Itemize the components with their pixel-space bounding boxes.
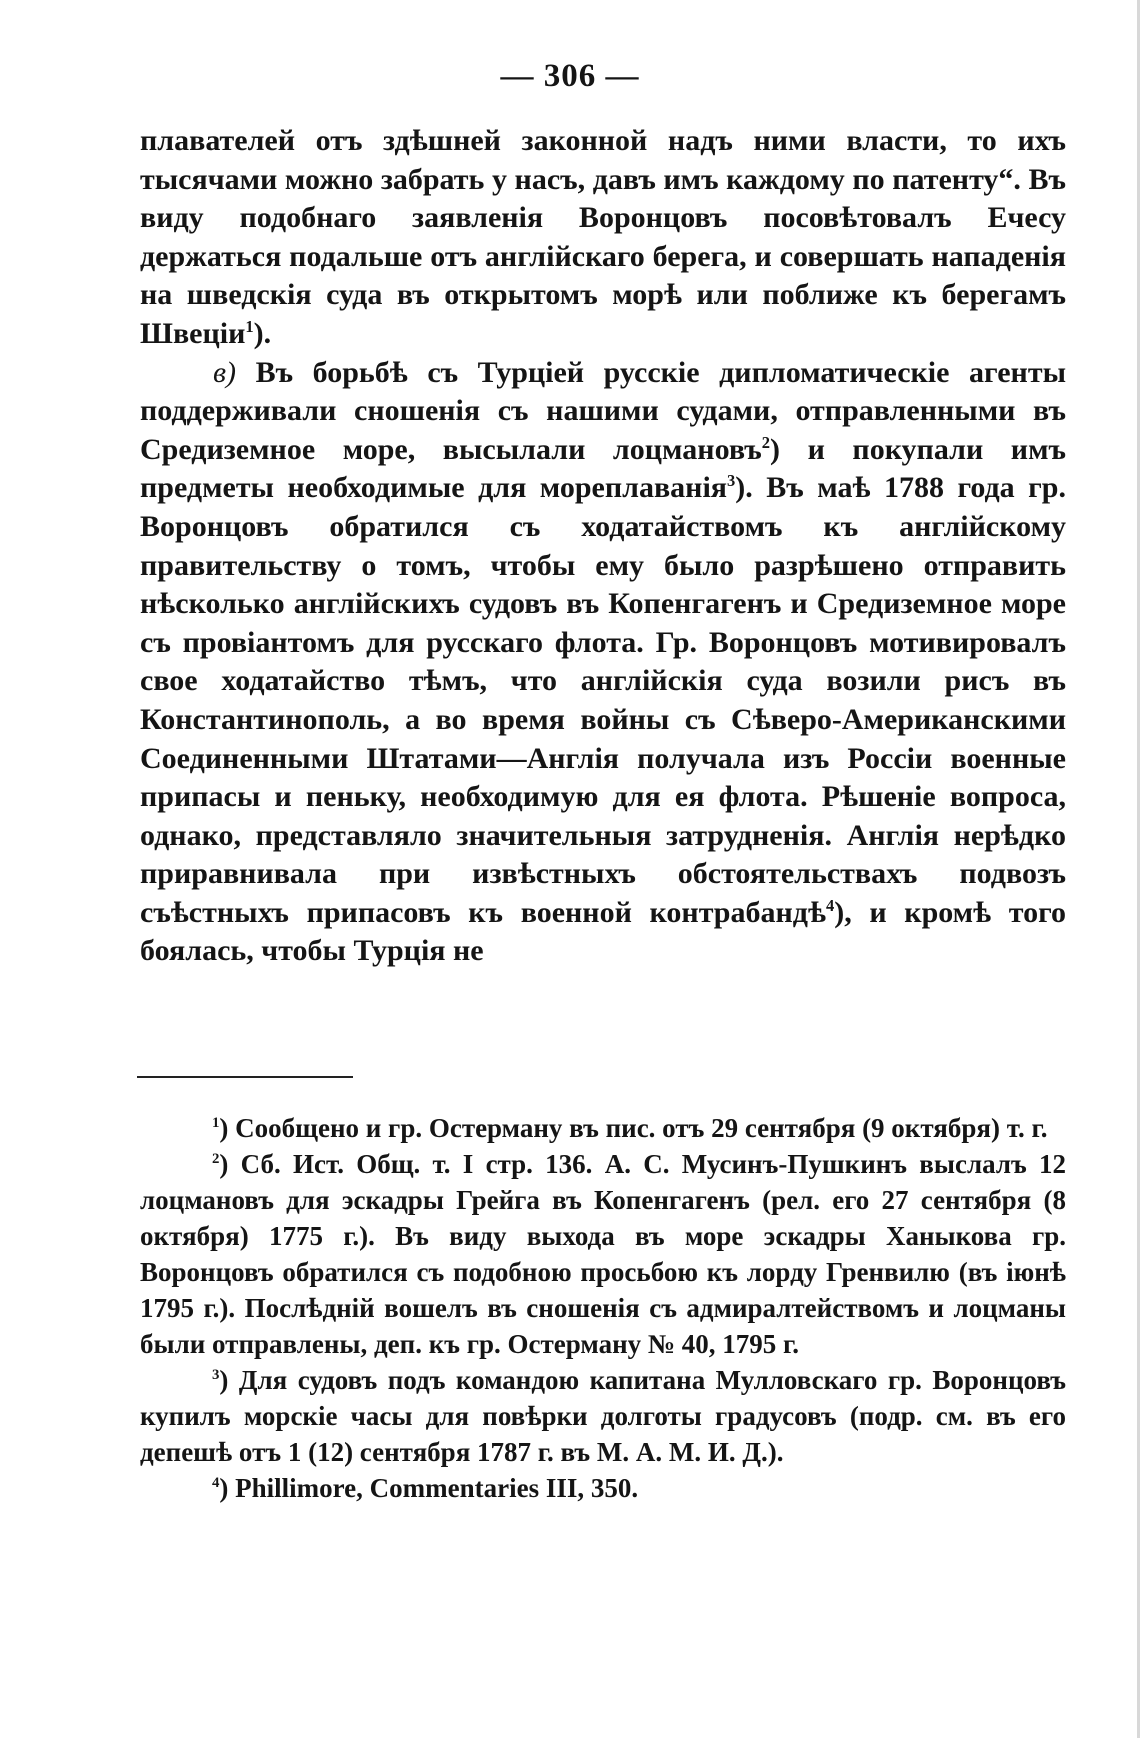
footnotes [140,1110,1066,1506]
footnote-1-mark: 1 [212,1115,220,1131]
main-text [140,122,1066,971]
footnote-3 [140,1362,1066,1470]
paragraph-2 [140,354,1066,972]
footnote-4-mark: 4 [212,1475,220,1491]
paragraph-2-text-a: Въ борьбѣ съ Турціей русскіе дипломатическіе агенты поддерживали сношенія съ нашими судами, отправленными въ Средиземное море, высылали лоцмановъ [140,355,1066,466]
footnote-3-text: ) Для судовъ подъ командою капитана Мулловскаго гр. Воронцовъ купилъ морскіе часы для повѣрки долготы градусовъ (подр. см. въ его депешѣ отъ 1 (12) сентября 1787 г. въ М. А. М. И. Д.). [140,1365,1066,1467]
paragraph-1 [140,122,1066,354]
footnote-1 [140,1110,1066,1146]
footnote-separator [137,1076,353,1078]
footnote-4 [140,1470,1066,1506]
footnote-ref-2: 2 [761,432,771,452]
paragraph-2-text-d: ), и кромѣ того боялась, чтобы Турція не [140,895,1066,968]
paragraph-2-text-c: ). Въ маѣ 1788 года гр. Воронцовъ обратился съ ходатайствомъ къ англійскому правительству о томъ, чтобы ему было разрѣшено отправить нѣсколько англійскихъ судовъ въ Копенгагенъ и Средиземное море съ провіантомъ для русскаго флота. Гр. Воронцовъ мотивировалъ свое ходатайство тѣмъ, что англійскія суда возили рисъ въ Константинополь, а во время войны съ Сѣверо-Американскими Соединенными Штатами—Англія получала изъ Россіи военные припасы и пеньку, необходимую для ея флота. Рѣшеніе вопроса, однако, представляло значительныя затрудненія. Англія нерѣдко приравнивала при извѣстныхъ обстоятельствахъ подвозъ съѣстныхъ припасовъ къ военной контрабандѣ [140,471,1066,929]
page-number: — 306 — [500,58,640,94]
paragraph-2-label: в) [213,355,237,389]
footnote-ref-4: 4 [825,895,835,915]
footnote-3-mark: 3 [212,1367,220,1383]
footnote-2 [140,1146,1066,1362]
footnote-2-text: ) Сб. Ист. Общ. т. I стр. 136. А. С. Мусинъ-Пушкинъ выслалъ 12 лоцмановъ для эскадры Грейга въ Копенгагенъ (рел. его 27 сентября (8 октября) 1775 г.). Въ виду выхода въ море эскадры Ханыкова гр. Воронцовъ обратился съ подобною просьбою къ лорду Гренвилю (въ іюнѣ 1795 г.). Послѣдній вошелъ въ сношенія съ адмиралтействомъ и лоцманы были отправлены, деп. къ гр. Остерману № 40, 1795 г. [140,1149,1066,1359]
footnote-ref-1: 1 [245,316,254,336]
paragraph-2-text-b: ) и покупали имъ предметы необходимые для мореплаванія [140,432,1066,505]
paragraph-1-end: ). [253,316,272,350]
footnote-2-mark: 2 [212,1151,220,1167]
footnote-ref-3: 3 [727,471,736,491]
footnote-1-text: ) Сообщено и гр. Остерману въ пис. отъ 29 сентября (9 октября) т. г. [219,1113,1048,1143]
footnote-4-text: ) Phillimore, Commentaries III, 350. [219,1473,639,1503]
paragraph-1-text: плавателей отъ здѣшней законной надъ ними власти, то ихъ тысячами можно забрать у насъ, давъ имъ каждому по патенту“. Въ виду подобнаго заявленія Воронцовъ посовѣтовалъ Ечесу держаться подальше отъ англійскаго берега, и совершать нападенія на шведскія суда въ открытомъ морѣ или поближе къ берегамъ Швеціи [140,124,1066,350]
